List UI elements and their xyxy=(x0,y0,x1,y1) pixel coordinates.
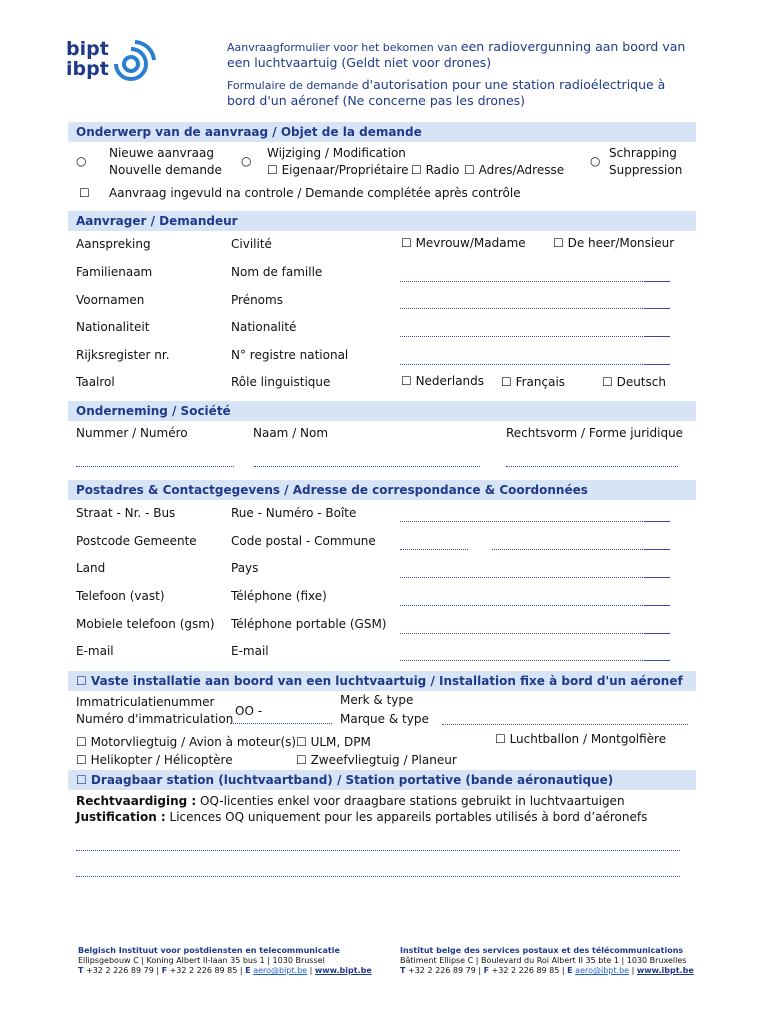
label-language-nl: Taalrol xyxy=(76,375,115,389)
label-new-fr: Nouvelle demande xyxy=(109,163,222,177)
footer-left-contact: T +32 2 226 89 79 | F +32 2 226 89 85 | E aero@bipt.be | www.bipt.be xyxy=(78,966,372,975)
firstnames-field-end xyxy=(645,308,670,309)
label-language-fr: Rôle linguistique xyxy=(231,375,331,389)
footer-right xyxy=(400,946,694,976)
label-country-fr: Pays xyxy=(231,561,259,575)
checkbox-completed[interactable]: ☐ xyxy=(79,186,90,200)
header-nl-line2: een luchtvaartuig (Geldt niet voor drones) xyxy=(227,55,492,70)
footer-right-contact: T +32 2 226 89 79 | F +32 2 226 89 85 | E aero@ibpt.be | www.ibpt.be xyxy=(400,966,694,975)
label-country-nl: Land xyxy=(76,561,106,575)
logo-icon xyxy=(111,38,159,86)
section-title: Onderwerp van de aanvraag / Objet de la demande xyxy=(76,125,422,139)
checkbox-motor-aircraft[interactable]: ☐ Motorvliegtuig / Avion à moteur(s) xyxy=(76,735,297,749)
label-salutation-fr: Civilité xyxy=(231,237,272,251)
mobile-field-end xyxy=(645,633,670,634)
label-make-nl: Merk & type xyxy=(340,693,414,707)
logo-text-ibpt: ibpt xyxy=(66,58,109,80)
postcode-field[interactable] xyxy=(400,549,468,550)
label-modification: Wijziging / Modification xyxy=(267,146,406,160)
label-phone-fr: Téléphone (fixe) xyxy=(231,589,327,603)
header-fr-line1: Formulaire de demande d'autorisation pour une station radioélectrique à xyxy=(227,77,666,92)
checkbox-balloon[interactable]: ☐ Luchtballon / Montgolfière xyxy=(495,732,667,746)
label-email-fr: E-mail xyxy=(231,644,269,658)
country-field-end xyxy=(645,577,670,578)
label-national-register-nl: Rijksregister nr. xyxy=(76,348,170,362)
footer-left-web-link[interactable]: www.bipt.be xyxy=(314,966,372,975)
justification-fr-text: Licences OQ uniquement pour les appareils portables utilisés à bord d’aéronefs xyxy=(165,810,648,824)
company-number-field[interactable] xyxy=(76,466,234,467)
email-field[interactable] xyxy=(400,660,645,661)
logo-text-bipt: bipt xyxy=(66,38,109,60)
justification-line-2[interactable] xyxy=(76,876,680,877)
section-subject-header xyxy=(68,122,696,142)
label-phone-nl: Telefoon (vast) xyxy=(76,589,165,603)
municipality-field-end xyxy=(645,549,670,550)
municipality-field[interactable] xyxy=(492,549,645,550)
label-national-register-fr: N° registre national xyxy=(231,348,349,362)
label-completed: Aanvraag ingevuld na controle / Demande complétée après contrôle xyxy=(109,186,521,200)
street-field[interactable] xyxy=(400,521,645,522)
checkbox-radio[interactable]: ☐ Radio xyxy=(411,163,460,177)
section-title: Aanvrager / Demandeur xyxy=(76,214,238,228)
justification-fr xyxy=(76,810,647,824)
justification-nl-label: Rechtvaardiging : xyxy=(76,794,197,808)
checkbox-portable-station[interactable]: ☐ Draagbaar station (luchtvaartband) / Station portative (bande aéronautique) xyxy=(76,773,614,787)
label-company-number: Nummer / Numéro xyxy=(76,426,188,440)
radio-deletion[interactable]: ○ xyxy=(590,154,601,168)
checkbox-owner[interactable]: ☐ Eigenaar/Propriétaire xyxy=(267,163,409,177)
label-mobile-fr: Téléphone portable (GSM) xyxy=(231,617,387,631)
phone-field-end xyxy=(645,605,670,606)
make-type-field[interactable] xyxy=(442,724,688,725)
section-portable-header[interactable] xyxy=(68,770,696,790)
label-nationality-fr: Nationalité xyxy=(231,320,297,334)
footer-right-email-link[interactable]: aero@ibpt.be xyxy=(575,966,630,975)
footer-right-web-link[interactable]: www.ibpt.be xyxy=(636,966,694,975)
footer-left-org: Belgisch Instituut voor postdiensten en telecommunicatie xyxy=(78,946,340,955)
label-firstnames-fr: Prénoms xyxy=(231,293,283,307)
email-field-end xyxy=(645,660,670,661)
label-postcode-nl: Postcode Gemeente xyxy=(76,534,197,548)
footer-left-address: Ellipsgebouw C | Koning Albert II-laan 35 bus 1 | 1030 Brussel xyxy=(78,956,325,965)
label-make-fr: Marque & type xyxy=(340,712,429,726)
radio-new[interactable]: ○ xyxy=(76,154,87,168)
checkbox-lang-nl[interactable]: ☐ Nederlands xyxy=(401,374,485,388)
header-fr-line2: bord d'un aéronef (Ne concerne pas les drones) xyxy=(227,93,526,108)
company-name-field[interactable] xyxy=(254,466,480,467)
phone-field[interactable] xyxy=(400,605,645,606)
label-deletion-nl: Schrapping xyxy=(609,146,677,160)
label-postcode-fr: Code postal - Commune xyxy=(231,534,376,548)
section-title: Postadres & Contactgegevens / Adresse de correspondance & Coordonnées xyxy=(76,483,588,497)
checkbox-lang-fr[interactable]: ☐ Français xyxy=(501,375,566,389)
label-email-nl: E-mail xyxy=(76,644,114,658)
footer-left xyxy=(78,946,372,976)
section-company-header xyxy=(68,401,696,421)
label-salutation-nl: Aanspreking xyxy=(76,237,151,251)
footer-left-email-link[interactable]: aero@bipt.be xyxy=(253,966,308,975)
street-field-end xyxy=(645,521,670,522)
nationality-field[interactable] xyxy=(400,336,645,337)
label-lastname-nl: Familienaam xyxy=(76,265,153,279)
checkbox-mrs[interactable]: ☐ Mevrouw/Madame xyxy=(401,236,526,250)
justification-fr-label: Justification : xyxy=(76,810,166,824)
justification-nl-text: OQ-licenties enkel voor draagbare stations gebruikt in luchtvaartuigen xyxy=(196,794,625,808)
registration-prefix: OO - xyxy=(235,704,263,718)
national-register-field-end xyxy=(645,364,670,365)
country-field[interactable] xyxy=(400,577,645,578)
label-lastname-fr: Nom de famille xyxy=(231,265,323,279)
legal-form-field[interactable] xyxy=(506,466,678,467)
section-contact-header xyxy=(68,480,696,500)
label-firstnames-nl: Voornamen xyxy=(76,293,145,307)
national-register-field[interactable] xyxy=(400,364,645,365)
section-applicant-header xyxy=(68,211,696,231)
registration-field[interactable] xyxy=(230,723,332,724)
footer-right-address: Bâtiment Ellipse C | Boulevard du Roi Albert II 35 bte 1 | 1030 Bruxelles xyxy=(400,956,687,965)
lastname-field-end xyxy=(645,281,670,282)
section-title: Onderneming / Société xyxy=(76,404,231,418)
label-mobile-nl: Mobiele telefoon (gsm) xyxy=(76,617,215,631)
checkbox-address[interactable]: ☐ Adres/Adresse xyxy=(464,163,565,177)
header-nl-line1: Aanvraagformulier voor het bekomen van een radiovergunning aan boord van xyxy=(227,39,686,54)
checkbox-helicopter[interactable]: ☐ Helikopter / Hélicoptère xyxy=(76,753,233,767)
label-deletion-fr: Suppression xyxy=(609,163,683,177)
firstnames-field[interactable] xyxy=(400,308,645,309)
checkbox-lang-de[interactable]: ☐ Deutsch xyxy=(602,375,666,389)
label-street-fr: Rue - Numéro - Boîte xyxy=(231,506,357,520)
label-registration-fr: Numéro d'immatriculation xyxy=(76,712,234,726)
mobile-field[interactable] xyxy=(400,633,645,634)
label-company-name: Naam / Nom xyxy=(253,426,329,440)
label-registration-nl: Immatriculatienummer xyxy=(76,695,215,709)
checkbox-fixed-installation[interactable]: ☐ Vaste installatie aan boord van een luchtvaartuig / Installation fixe à bord d'un aéronef xyxy=(76,674,683,688)
label-nationality-nl: Nationaliteit xyxy=(76,320,150,334)
radio-modification[interactable]: ○ xyxy=(241,154,252,168)
justification-nl xyxy=(76,794,625,808)
checkbox-mr[interactable]: ☐ De heer/Monsieur xyxy=(553,236,675,250)
label-new-nl: Nieuwe aanvraag xyxy=(109,146,214,160)
footer-right-org: Institut belge des services postaux et des télécommunications xyxy=(400,946,684,955)
justification-line-1[interactable] xyxy=(76,850,680,851)
lastname-field[interactable] xyxy=(400,281,645,282)
nationality-field-end xyxy=(645,336,670,337)
section-fixed-header[interactable] xyxy=(68,671,696,691)
checkbox-ulm[interactable]: ☐ ULM, DPM xyxy=(296,735,371,749)
label-legal-form: Rechtsvorm / Forme juridique xyxy=(506,426,684,440)
logo xyxy=(66,38,166,88)
checkbox-glider[interactable]: ☐ Zweefvliegtuig / Planeur xyxy=(296,753,457,767)
label-street-nl: Straat - Nr. - Bus xyxy=(76,506,176,520)
